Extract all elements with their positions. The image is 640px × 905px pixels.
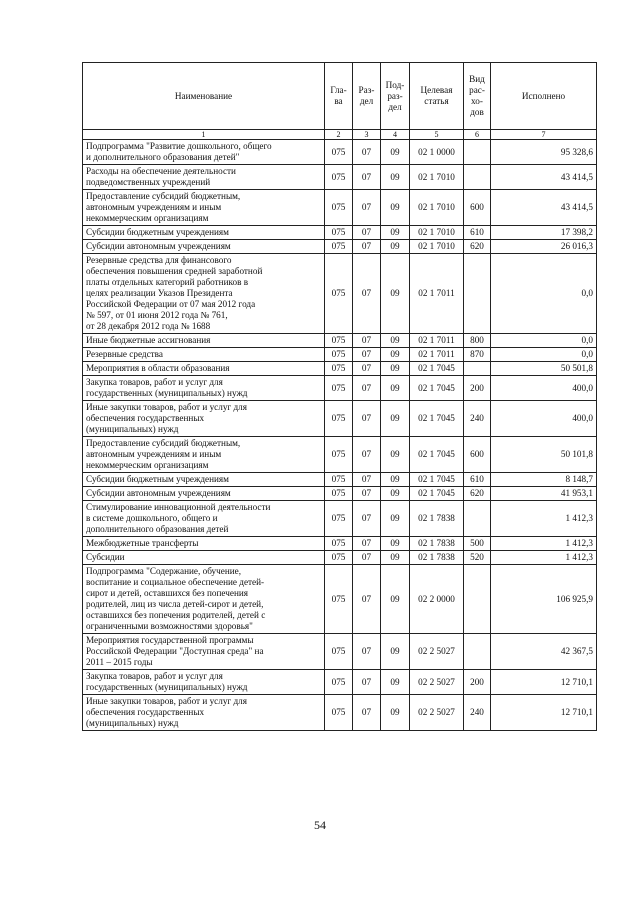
header-glava: Гла- ва bbox=[325, 63, 353, 130]
row-target-article-cell: 02 1 7045 bbox=[410, 437, 464, 473]
row-expense-type-cell: 600 bbox=[464, 437, 491, 473]
row-expense-type-cell bbox=[464, 140, 491, 165]
row-podrazdel-cell: 09 bbox=[381, 695, 410, 731]
row-podrazdel-cell: 09 bbox=[381, 226, 410, 240]
table-row bbox=[83, 362, 597, 376]
row-target-article-cell: 02 1 7838 bbox=[410, 501, 464, 537]
header-target-article: Целевая статья bbox=[410, 63, 464, 130]
row-razdel-cell: 07 bbox=[353, 401, 381, 437]
row-expense-type-cell: 200 bbox=[464, 376, 491, 401]
row-executed-cell: 106 925,9 bbox=[491, 565, 597, 634]
row-executed-cell: 0,0 bbox=[491, 348, 597, 362]
row-target-article-cell: 02 1 0000 bbox=[410, 140, 464, 165]
row-glava-cell: 075 bbox=[325, 565, 353, 634]
row-glava-cell: 075 bbox=[325, 140, 353, 165]
table-row bbox=[83, 634, 597, 670]
row-razdel-cell: 07 bbox=[353, 362, 381, 376]
table-row bbox=[83, 437, 597, 473]
row-target-article-cell: 02 2 5027 bbox=[410, 670, 464, 695]
row-razdel-cell: 07 bbox=[353, 165, 381, 190]
row-target-article-cell: 02 1 7838 bbox=[410, 551, 464, 565]
row-name-cell: Стимулирование инновационной деятельности в системе дошкольного, общего и дополнительного образования детей bbox=[83, 501, 325, 537]
row-target-article-cell: 02 1 7011 bbox=[410, 348, 464, 362]
row-target-article-cell: 02 1 7045 bbox=[410, 487, 464, 501]
row-razdel-cell: 07 bbox=[353, 376, 381, 401]
row-expense-type-cell: 610 bbox=[464, 226, 491, 240]
row-podrazdel-cell: 09 bbox=[381, 473, 410, 487]
row-razdel-cell: 07 bbox=[353, 348, 381, 362]
row-glava-cell: 075 bbox=[325, 551, 353, 565]
row-razdel-cell: 07 bbox=[353, 226, 381, 240]
row-podrazdel-cell: 09 bbox=[381, 401, 410, 437]
row-glava-cell: 075 bbox=[325, 362, 353, 376]
row-razdel-cell: 07 bbox=[353, 254, 381, 334]
row-target-article-cell: 02 2 0000 bbox=[410, 565, 464, 634]
row-expense-type-cell: 240 bbox=[464, 695, 491, 731]
row-name-cell: Мероприятия государственной программы Российской Федерации "Доступная среда" на 2011 – 2015 годы bbox=[83, 634, 325, 670]
row-podrazdel-cell: 09 bbox=[381, 240, 410, 254]
row-name-cell: Иные закупки товаров, работ и услуг для обеспечения государственных (муниципальных) нужд bbox=[83, 695, 325, 731]
row-executed-cell: 50 101,8 bbox=[491, 437, 597, 473]
row-glava-cell: 075 bbox=[325, 254, 353, 334]
row-podrazdel-cell: 09 bbox=[381, 565, 410, 634]
row-podrazdel-cell: 09 bbox=[381, 376, 410, 401]
row-razdel-cell: 07 bbox=[353, 140, 381, 165]
table-row bbox=[83, 226, 597, 240]
row-glava-cell: 075 bbox=[325, 634, 353, 670]
row-expense-type-cell: 200 bbox=[464, 670, 491, 695]
row-name-cell: Подпрограмма "Развитие дошкольного, общего и дополнительного образования детей" bbox=[83, 140, 325, 165]
table-row bbox=[83, 487, 597, 501]
row-glava-cell: 075 bbox=[325, 501, 353, 537]
row-name-cell: Резервные средства bbox=[83, 348, 325, 362]
row-expense-type-cell: 620 bbox=[464, 240, 491, 254]
row-target-article-cell: 02 1 7045 bbox=[410, 473, 464, 487]
row-name-cell: Закупка товаров, работ и услуг для государственных (муниципальных) нужд bbox=[83, 376, 325, 401]
row-expense-type-cell: 240 bbox=[464, 401, 491, 437]
budget-table bbox=[82, 62, 597, 731]
row-razdel-cell: 07 bbox=[353, 501, 381, 537]
row-target-article-cell: 02 2 5027 bbox=[410, 695, 464, 731]
row-expense-type-cell: 500 bbox=[464, 537, 491, 551]
header-name: Наименование bbox=[83, 63, 325, 130]
row-name-cell: Закупка товаров, работ и услуг для государственных (муниципальных) нужд bbox=[83, 670, 325, 695]
row-podrazdel-cell: 09 bbox=[381, 551, 410, 565]
row-executed-cell: 26 016,3 bbox=[491, 240, 597, 254]
row-expense-type-cell: 520 bbox=[464, 551, 491, 565]
row-target-article-cell: 02 1 7010 bbox=[410, 190, 464, 226]
row-podrazdel-cell: 09 bbox=[381, 334, 410, 348]
row-razdel-cell: 07 bbox=[353, 437, 381, 473]
row-executed-cell: 1 412,3 bbox=[491, 551, 597, 565]
row-glava-cell: 075 bbox=[325, 401, 353, 437]
row-expense-type-cell: 610 bbox=[464, 473, 491, 487]
row-razdel-cell: 07 bbox=[353, 551, 381, 565]
row-podrazdel-cell: 09 bbox=[381, 537, 410, 551]
header-executed: Исполнено bbox=[491, 63, 597, 130]
row-razdel-cell: 07 bbox=[353, 487, 381, 501]
table-row bbox=[83, 695, 597, 731]
row-razdel-cell: 07 bbox=[353, 240, 381, 254]
row-target-article-cell: 02 1 7010 bbox=[410, 226, 464, 240]
column-number: 5 bbox=[410, 130, 464, 140]
row-expense-type-cell bbox=[464, 565, 491, 634]
table-row bbox=[83, 473, 597, 487]
row-executed-cell: 1 412,3 bbox=[491, 501, 597, 537]
table-row bbox=[83, 254, 597, 334]
row-name-cell: Мероприятия в области образования bbox=[83, 362, 325, 376]
row-razdel-cell: 07 bbox=[353, 695, 381, 731]
row-executed-cell: 12 710,1 bbox=[491, 670, 597, 695]
row-executed-cell: 95 328,6 bbox=[491, 140, 597, 165]
page-number: 54 bbox=[314, 818, 326, 832]
row-name-cell: Субсидии автономным учреждениям bbox=[83, 487, 325, 501]
row-executed-cell: 400,0 bbox=[491, 401, 597, 437]
row-executed-cell: 50 501,8 bbox=[491, 362, 597, 376]
table-row bbox=[83, 401, 597, 437]
row-target-article-cell: 02 1 7838 bbox=[410, 537, 464, 551]
row-podrazdel-cell: 09 bbox=[381, 190, 410, 226]
row-name-cell: Предоставление субсидий бюджетным, автономным учреждениям и иным некоммерческим организациям bbox=[83, 437, 325, 473]
table-row bbox=[83, 140, 597, 165]
column-number: 3 bbox=[353, 130, 381, 140]
table-row bbox=[83, 501, 597, 537]
table-body bbox=[83, 140, 597, 731]
row-name-cell: Субсидии бюджетным учреждениям bbox=[83, 226, 325, 240]
table-row bbox=[83, 165, 597, 190]
column-number: 4 bbox=[381, 130, 410, 140]
table-row bbox=[83, 551, 597, 565]
row-glava-cell: 075 bbox=[325, 473, 353, 487]
row-expense-type-cell: 600 bbox=[464, 190, 491, 226]
column-number: 1 bbox=[83, 130, 325, 140]
header-podrazdel: Под- раз- дел bbox=[381, 63, 410, 130]
row-glava-cell: 075 bbox=[325, 190, 353, 226]
column-number-row bbox=[83, 130, 597, 140]
row-name-cell: Субсидии автономным учреждениям bbox=[83, 240, 325, 254]
table-header-row bbox=[83, 63, 597, 130]
row-name-cell: Резервные средства для финансового обеспечения повышения средней заработной платы отдельных категорий работников в целях реализации Указов Президента Российской Федерации от 07 мая 2012 года № 597, от 01 июня 2012 года № 761, от 28 декабря 2012 года № 1688 bbox=[83, 254, 325, 334]
row-executed-cell: 12 710,1 bbox=[491, 695, 597, 731]
row-podrazdel-cell: 09 bbox=[381, 348, 410, 362]
table-row bbox=[83, 537, 597, 551]
row-target-article-cell: 02 1 7011 bbox=[410, 334, 464, 348]
row-glava-cell: 075 bbox=[325, 348, 353, 362]
row-podrazdel-cell: 09 bbox=[381, 670, 410, 695]
table-row bbox=[83, 670, 597, 695]
row-target-article-cell: 02 2 5027 bbox=[410, 634, 464, 670]
row-executed-cell: 43 414,5 bbox=[491, 165, 597, 190]
row-glava-cell: 075 bbox=[325, 165, 353, 190]
row-executed-cell: 8 148,7 bbox=[491, 473, 597, 487]
row-target-article-cell: 02 1 7011 bbox=[410, 254, 464, 334]
row-podrazdel-cell: 09 bbox=[381, 140, 410, 165]
row-expense-type-cell: 870 bbox=[464, 348, 491, 362]
row-executed-cell: 17 398,2 bbox=[491, 226, 597, 240]
row-expense-type-cell bbox=[464, 362, 491, 376]
row-expense-type-cell bbox=[464, 165, 491, 190]
row-executed-cell: 41 953,1 bbox=[491, 487, 597, 501]
table-row bbox=[83, 348, 597, 362]
row-expense-type-cell bbox=[464, 501, 491, 537]
table-row bbox=[83, 334, 597, 348]
row-glava-cell: 075 bbox=[325, 240, 353, 254]
row-name-cell: Расходы на обеспечение деятельности подведомственных учреждений bbox=[83, 165, 325, 190]
row-expense-type-cell: 800 bbox=[464, 334, 491, 348]
row-executed-cell: 42 367,5 bbox=[491, 634, 597, 670]
row-name-cell: Предоставление субсидий бюджетным, автономным учреждениям и иным некоммерческим организациям bbox=[83, 190, 325, 226]
row-name-cell: Иные закупки товаров, работ и услуг для обеспечения государственных (муниципальных) нужд bbox=[83, 401, 325, 437]
row-expense-type-cell bbox=[464, 634, 491, 670]
row-name-cell: Межбюджетные трансферты bbox=[83, 537, 325, 551]
row-name-cell: Субсидии бюджетным учреждениям bbox=[83, 473, 325, 487]
table-row bbox=[83, 240, 597, 254]
row-podrazdel-cell: 09 bbox=[381, 165, 410, 190]
column-number: 6 bbox=[464, 130, 491, 140]
row-razdel-cell: 07 bbox=[353, 537, 381, 551]
row-razdel-cell: 07 bbox=[353, 190, 381, 226]
row-target-article-cell: 02 1 7045 bbox=[410, 362, 464, 376]
header-expense-type: Вид рас- хо- дов bbox=[464, 63, 491, 130]
table-row bbox=[83, 190, 597, 226]
row-expense-type-cell: 620 bbox=[464, 487, 491, 501]
row-glava-cell: 075 bbox=[325, 376, 353, 401]
row-glava-cell: 075 bbox=[325, 437, 353, 473]
row-executed-cell: 43 414,5 bbox=[491, 190, 597, 226]
row-executed-cell: 0,0 bbox=[491, 334, 597, 348]
row-podrazdel-cell: 09 bbox=[381, 501, 410, 537]
row-target-article-cell: 02 1 7010 bbox=[410, 165, 464, 190]
column-number: 2 bbox=[325, 130, 353, 140]
row-podrazdel-cell: 09 bbox=[381, 437, 410, 473]
row-name-cell: Иные бюджетные ассигнования bbox=[83, 334, 325, 348]
row-razdel-cell: 07 bbox=[353, 473, 381, 487]
row-target-article-cell: 02 1 7045 bbox=[410, 401, 464, 437]
row-razdel-cell: 07 bbox=[353, 334, 381, 348]
row-razdel-cell: 07 bbox=[353, 670, 381, 695]
row-target-article-cell: 02 1 7010 bbox=[410, 240, 464, 254]
row-glava-cell: 075 bbox=[325, 695, 353, 731]
row-executed-cell: 1 412,3 bbox=[491, 537, 597, 551]
row-glava-cell: 075 bbox=[325, 487, 353, 501]
header-razdel: Раз- дел bbox=[353, 63, 381, 130]
row-executed-cell: 400,0 bbox=[491, 376, 597, 401]
column-number: 7 bbox=[491, 130, 597, 140]
row-executed-cell: 0,0 bbox=[491, 254, 597, 334]
row-razdel-cell: 07 bbox=[353, 565, 381, 634]
row-glava-cell: 075 bbox=[325, 670, 353, 695]
table-row bbox=[83, 376, 597, 401]
row-razdel-cell: 07 bbox=[353, 634, 381, 670]
row-podrazdel-cell: 09 bbox=[381, 634, 410, 670]
row-name-cell: Подпрограмма "Содержание, обучение, воспитание и социальное обеспечение детей- сирот и детей, оставшихся без попечения родителей, лиц из числа детей-сирот и детей, оставшихся без попечения родителей, детей с ограниченными возможностями здоровья" bbox=[83, 565, 325, 634]
row-target-article-cell: 02 1 7045 bbox=[410, 376, 464, 401]
row-name-cell: Субсидии bbox=[83, 551, 325, 565]
row-expense-type-cell bbox=[464, 254, 491, 334]
table-row bbox=[83, 565, 597, 634]
row-glava-cell: 075 bbox=[325, 226, 353, 240]
row-podrazdel-cell: 09 bbox=[381, 254, 410, 334]
row-podrazdel-cell: 09 bbox=[381, 362, 410, 376]
row-glava-cell: 075 bbox=[325, 537, 353, 551]
row-podrazdel-cell: 09 bbox=[381, 487, 410, 501]
row-glava-cell: 075 bbox=[325, 334, 353, 348]
